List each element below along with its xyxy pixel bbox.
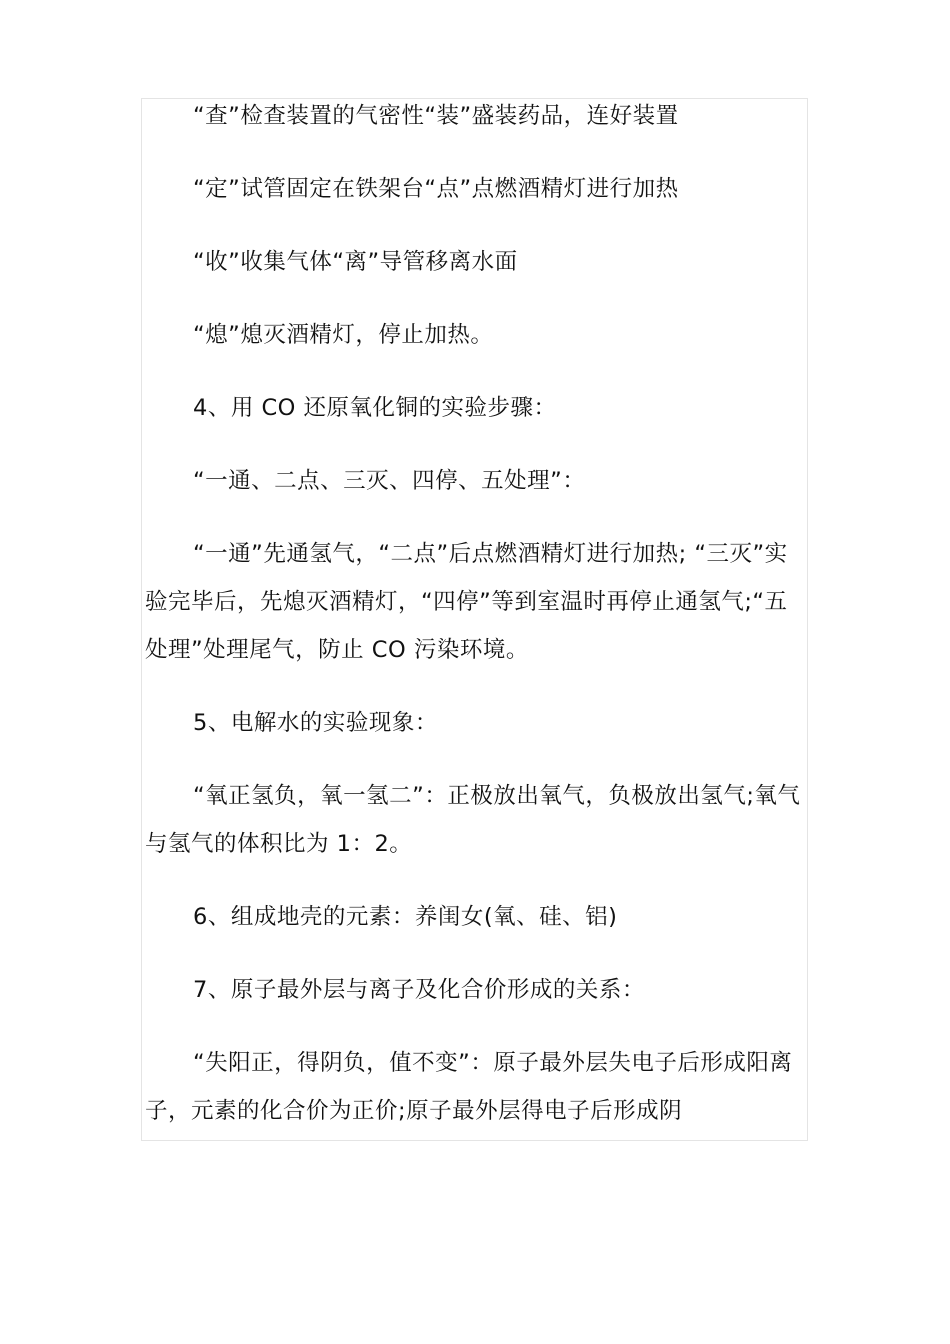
heading-electrolysis: 5、电解水的实验现象：	[193, 710, 438, 736]
paragraph-ion-valence: “失阳正，得阴负，值不变”：原子最外层失电子后形成阳离子，元素的化合价为正价;原子最外层得电子后形成阴	[145, 1050, 793, 1124]
paragraph-step-details: “一通”先通氢气，“二点”后点燃酒精灯进行加热; “三灭”实验完毕后，先熄灭酒精灯，“四停”等到室温时再停止通氢气;“五处理”处理尾气，防止 CO 污染环境。	[145, 541, 788, 663]
heading-crust-elements: 6、组成地壳的元素：养闺女(氧、硅、铝)	[193, 904, 618, 930]
paragraph-electrolysis-mnemonic: “氧正氢负，氧一氢二”：正极放出氧气，负极放出氢气;氧气与氢气的体积比为 1：2。	[145, 783, 801, 857]
heading-outer-shell: 7、原子最外层与离子及化合价形成的关系：	[193, 977, 645, 1003]
heading-co-reduction: 4、用 CO 还原氧化铜的实验步骤：	[193, 395, 557, 421]
paragraph-collect-remove: “收”收集气体“离”导管移离水面	[193, 249, 518, 275]
paragraph-five-steps: “一通、二点、三灭、四停、五处理”：	[193, 468, 586, 494]
paragraph-fix-light: “定”试管固定在铁架台“点”点燃酒精灯进行加热	[193, 176, 679, 202]
paragraph-extinguish: “熄”熄灭酒精灯，停止加热。	[193, 322, 494, 348]
paragraph-check-load: “查”检查装置的气密性“装”盛装药品，连好装置	[193, 103, 679, 129]
document-body	[145, 92, 805, 1160]
